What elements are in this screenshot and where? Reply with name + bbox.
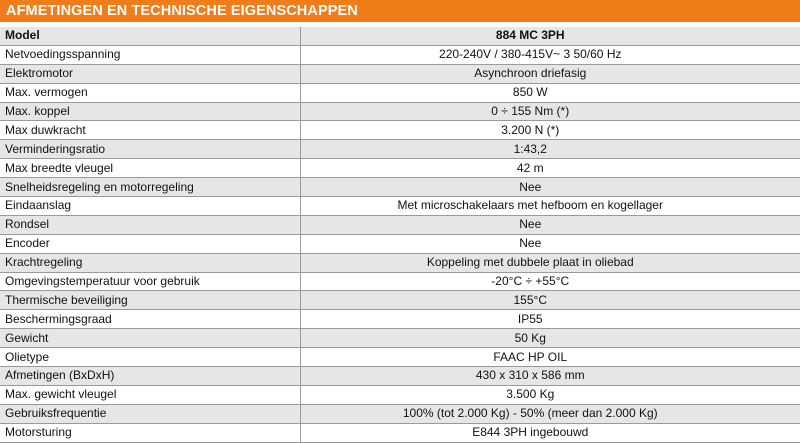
row-label: Afmetingen (BxDxH) <box>0 367 300 386</box>
spec-table <box>0 27 800 443</box>
header-label: Model <box>0 27 300 45</box>
table-row <box>0 385 800 404</box>
header-value: 884 MC 3PH <box>300 27 800 45</box>
table-row <box>0 178 800 197</box>
row-value: 430 x 310 x 586 mm <box>300 367 800 386</box>
section-title: AFMETINGEN EN TECHNISCHE EIGENSCHAPPEN <box>0 0 800 22</box>
row-value: 3.200 N (*) <box>300 121 800 140</box>
row-value: Nee <box>300 178 800 197</box>
table-row <box>0 159 800 178</box>
row-label: Rondsel <box>0 215 300 234</box>
row-value: Nee <box>300 234 800 253</box>
row-label: Max breedte vleugel <box>0 159 300 178</box>
row-label: Motorsturing <box>0 423 300 442</box>
row-value: 3.500 Kg <box>300 385 800 404</box>
row-label: Elektromotor <box>0 64 300 83</box>
row-value: 850 W <box>300 83 800 102</box>
row-label: Olietype <box>0 348 300 367</box>
row-label: Beschermingsgraad <box>0 310 300 329</box>
table-row <box>0 215 800 234</box>
row-value: 50 Kg <box>300 329 800 348</box>
table-row <box>0 234 800 253</box>
table-row <box>0 140 800 159</box>
row-label: Eindaanslag <box>0 197 300 216</box>
row-value: Koppeling met dubbele plaat in oliebad <box>300 253 800 272</box>
row-value: E844 3PH ingebouwd <box>300 423 800 442</box>
table-row <box>0 121 800 140</box>
row-label: Verminderingsratio <box>0 140 300 159</box>
table-row <box>0 253 800 272</box>
table-row <box>0 310 800 329</box>
table-row <box>0 102 800 121</box>
table-row <box>0 367 800 386</box>
row-value: -20°C ÷ +55°C <box>300 272 800 291</box>
table-row <box>0 404 800 423</box>
row-label: Gebruiksfrequentie <box>0 404 300 423</box>
row-label: Max duwkracht <box>0 121 300 140</box>
table-row <box>0 329 800 348</box>
row-label: Max. koppel <box>0 102 300 121</box>
row-label: Gewicht <box>0 329 300 348</box>
row-value: Asynchroon driefasig <box>300 64 800 83</box>
spec-table-body <box>0 27 800 442</box>
row-label: Netvoedingsspanning <box>0 45 300 64</box>
row-value: 42 m <box>300 159 800 178</box>
table-header-row <box>0 27 800 45</box>
table-row <box>0 423 800 442</box>
table-row <box>0 197 800 216</box>
row-value: FAAC HP OIL <box>300 348 800 367</box>
row-label: Krachtregeling <box>0 253 300 272</box>
row-label: Max. gewicht vleugel <box>0 385 300 404</box>
row-value: 100% (tot 2.000 Kg) - 50% (meer dan 2.000 Kg) <box>300 404 800 423</box>
row-value: 155°C <box>300 291 800 310</box>
table-row <box>0 83 800 102</box>
table-row <box>0 45 800 64</box>
row-label: Omgevingstemperatuur voor gebruik <box>0 272 300 291</box>
row-value: Met microschakelaars met hefboom en kogellager <box>300 197 800 216</box>
row-value: 1:43,2 <box>300 140 800 159</box>
row-value: 0 ÷ 155 Nm (*) <box>300 102 800 121</box>
row-label: Thermische beveiliging <box>0 291 300 310</box>
table-row <box>0 272 800 291</box>
table-row <box>0 348 800 367</box>
row-value: 220-240V / 380-415V~ 3 50/60 Hz <box>300 45 800 64</box>
row-value: Nee <box>300 215 800 234</box>
row-value: IP55 <box>300 310 800 329</box>
row-label: Snelheidsregeling en motorregeling <box>0 178 300 197</box>
table-row <box>0 64 800 83</box>
row-label: Max. vermogen <box>0 83 300 102</box>
row-label: Encoder <box>0 234 300 253</box>
table-row <box>0 291 800 310</box>
